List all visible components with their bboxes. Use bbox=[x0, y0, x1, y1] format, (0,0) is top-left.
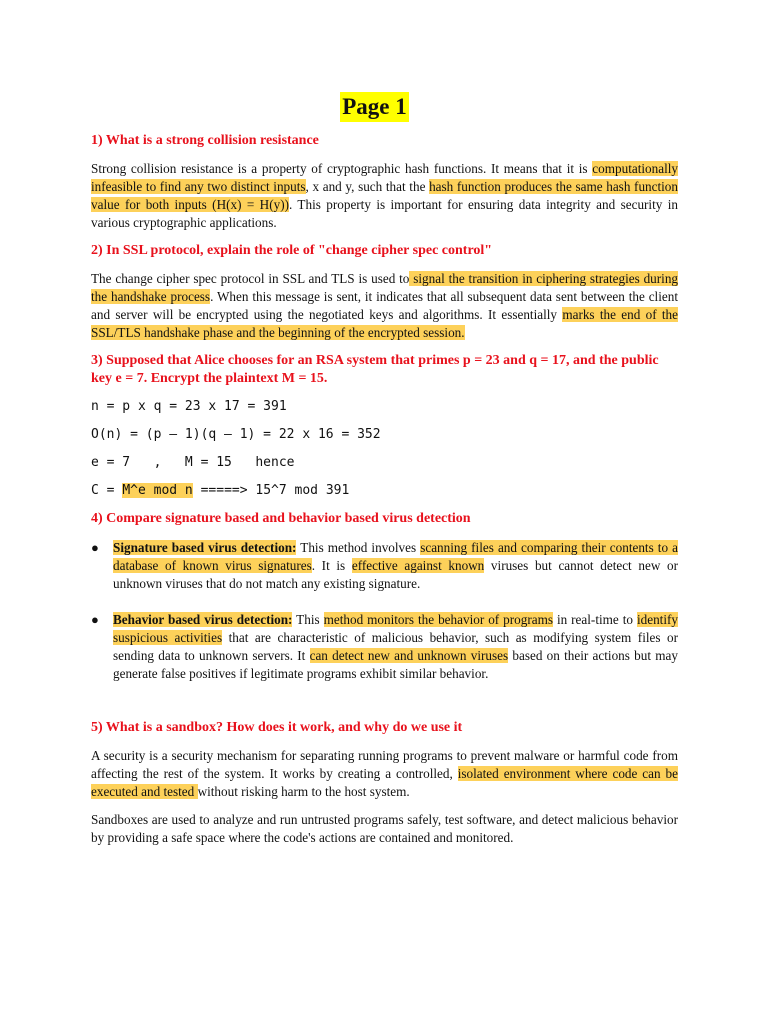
bullet-2-highlight: identify suspicious activities bbox=[113, 612, 678, 645]
rsa-step-cipher bbox=[91, 482, 678, 500]
question-3-heading: 3) Supposed that Alice chooses for an RSA system that primes p = 23 and q = 17, and the public key e = 7. Encrypt the plaintext M = 15. bbox=[91, 353, 659, 386]
rsa-step-n: n = p x q = 23 x 17 = 391 bbox=[91, 399, 287, 414]
list-item bbox=[91, 611, 678, 683]
answer-2-text: . When this message is sent, it indicates that all subsequent data sent between the client and server will be encrypted using the negotiated keys and algorithms. It essentially bbox=[91, 289, 678, 322]
bullet-2-text: in real-time to bbox=[552, 612, 637, 627]
answer-5-text: A security is a security mechanism for separating running programs to prevent malware or harmful code from affecting the rest of the system. It works by creating a controlled, bbox=[91, 748, 678, 781]
answer-1 bbox=[91, 160, 678, 232]
answer-5-paragraph-1 bbox=[91, 747, 678, 801]
bullet-icon: ● bbox=[91, 540, 99, 555]
bullet-1-text: This method involves bbox=[296, 540, 421, 555]
question-4-heading: 4) Compare signature based and behavior based virus detection bbox=[91, 511, 471, 526]
bullet-2-text: based on their actions but may generate false positives if legitimate programs exhibit similar behavior. bbox=[113, 648, 678, 681]
bullet-1-text: . It is bbox=[311, 558, 352, 573]
rsa-cipher-text: C = bbox=[91, 483, 123, 498]
answer-5-paragraph-2: Sandboxes are used to analyze and run untrusted programs safely, test software, and detect malicious behavior by providing a safe space where the code's actions are contained and monitored. bbox=[91, 812, 678, 845]
rsa-cipher-highlight: M^e mod n bbox=[122, 483, 193, 498]
behavior-detection-text bbox=[113, 611, 678, 683]
rsa-step-phi: O(n) = (p – 1)(q – 1) = 22 x 16 = 352 bbox=[91, 427, 381, 442]
bullet-2-text: that are characteristic of malicious behavior, such as modifying system files or sending data to unknown servers. It bbox=[113, 630, 679, 663]
question-5-heading: 5) What is a sandbox? How does it work, and why do we use it bbox=[91, 720, 463, 735]
answer-2-text: The change cipher spec protocol in SSL and TLS is used to bbox=[91, 271, 410, 286]
answer-5-text: without risking harm to the host system. bbox=[197, 784, 410, 799]
rsa-step-values: e = 7 , M = 15 hence bbox=[91, 455, 295, 470]
answer-1-highlight: computationally infeasible to find any two distinct inputs bbox=[91, 161, 678, 194]
document-body bbox=[91, 92, 678, 847]
answer-1-text: , x and y, such that the bbox=[305, 179, 430, 194]
bullet-2-lead bbox=[113, 612, 292, 627]
bullet-1-highlight: scanning files and comparing their contents to a database of known virus signatures bbox=[113, 540, 678, 573]
answer-2-highlight: signal the transition in ciphering strategies during the handshake process bbox=[91, 271, 679, 304]
bullet-icon: ● bbox=[91, 612, 99, 627]
bullet-2-text: This bbox=[292, 612, 324, 627]
answer-1-text: . This property is important for ensuring data integrity and security in various cryptographic applications. bbox=[91, 197, 678, 230]
answer-1-text: Strong collision resistance is a property of cryptographic hash functions. It means that it is bbox=[91, 161, 593, 176]
answer-5-highlight: isolated environment where code can be executed and tested bbox=[91, 766, 678, 799]
bullet-2-highlight: can detect new and unknown viruses bbox=[309, 648, 509, 663]
bullet-1-highlight: effective against known bbox=[351, 558, 485, 573]
comparison-list bbox=[91, 539, 678, 683]
answer-2-highlight: marks the end of the SSL/TLS handshake phase and the beginning of the encrypted session. bbox=[91, 307, 678, 340]
bullet-2-lead-text: Behavior based virus detection: bbox=[113, 612, 293, 627]
signature-detection-text bbox=[113, 539, 678, 593]
answer-2 bbox=[91, 270, 678, 342]
answer-1-highlight: hash function produces the same hash function value for both inputs (H(x) = H(y)) bbox=[91, 179, 678, 212]
list-item bbox=[91, 539, 678, 593]
question-1-heading: 1) What is a strong collision resistance bbox=[91, 133, 319, 148]
bullet-1-text: viruses but cannot detect new or unknown viruses that do not match any existing signature. bbox=[113, 558, 678, 591]
bullet-1-lead bbox=[113, 540, 296, 555]
question-2-heading: 2) In SSL protocol, explain the role of "change cipher spec control" bbox=[91, 243, 493, 258]
bullet-1-lead-text: Signature based virus detection: bbox=[113, 540, 297, 555]
page-title: Page 1 bbox=[340, 92, 409, 122]
title-wrap bbox=[71, 92, 678, 122]
bullet-2-highlight: method monitors the behavior of programs bbox=[323, 612, 553, 627]
rsa-cipher-text: =====> 15^7 mod 391 bbox=[192, 483, 350, 498]
